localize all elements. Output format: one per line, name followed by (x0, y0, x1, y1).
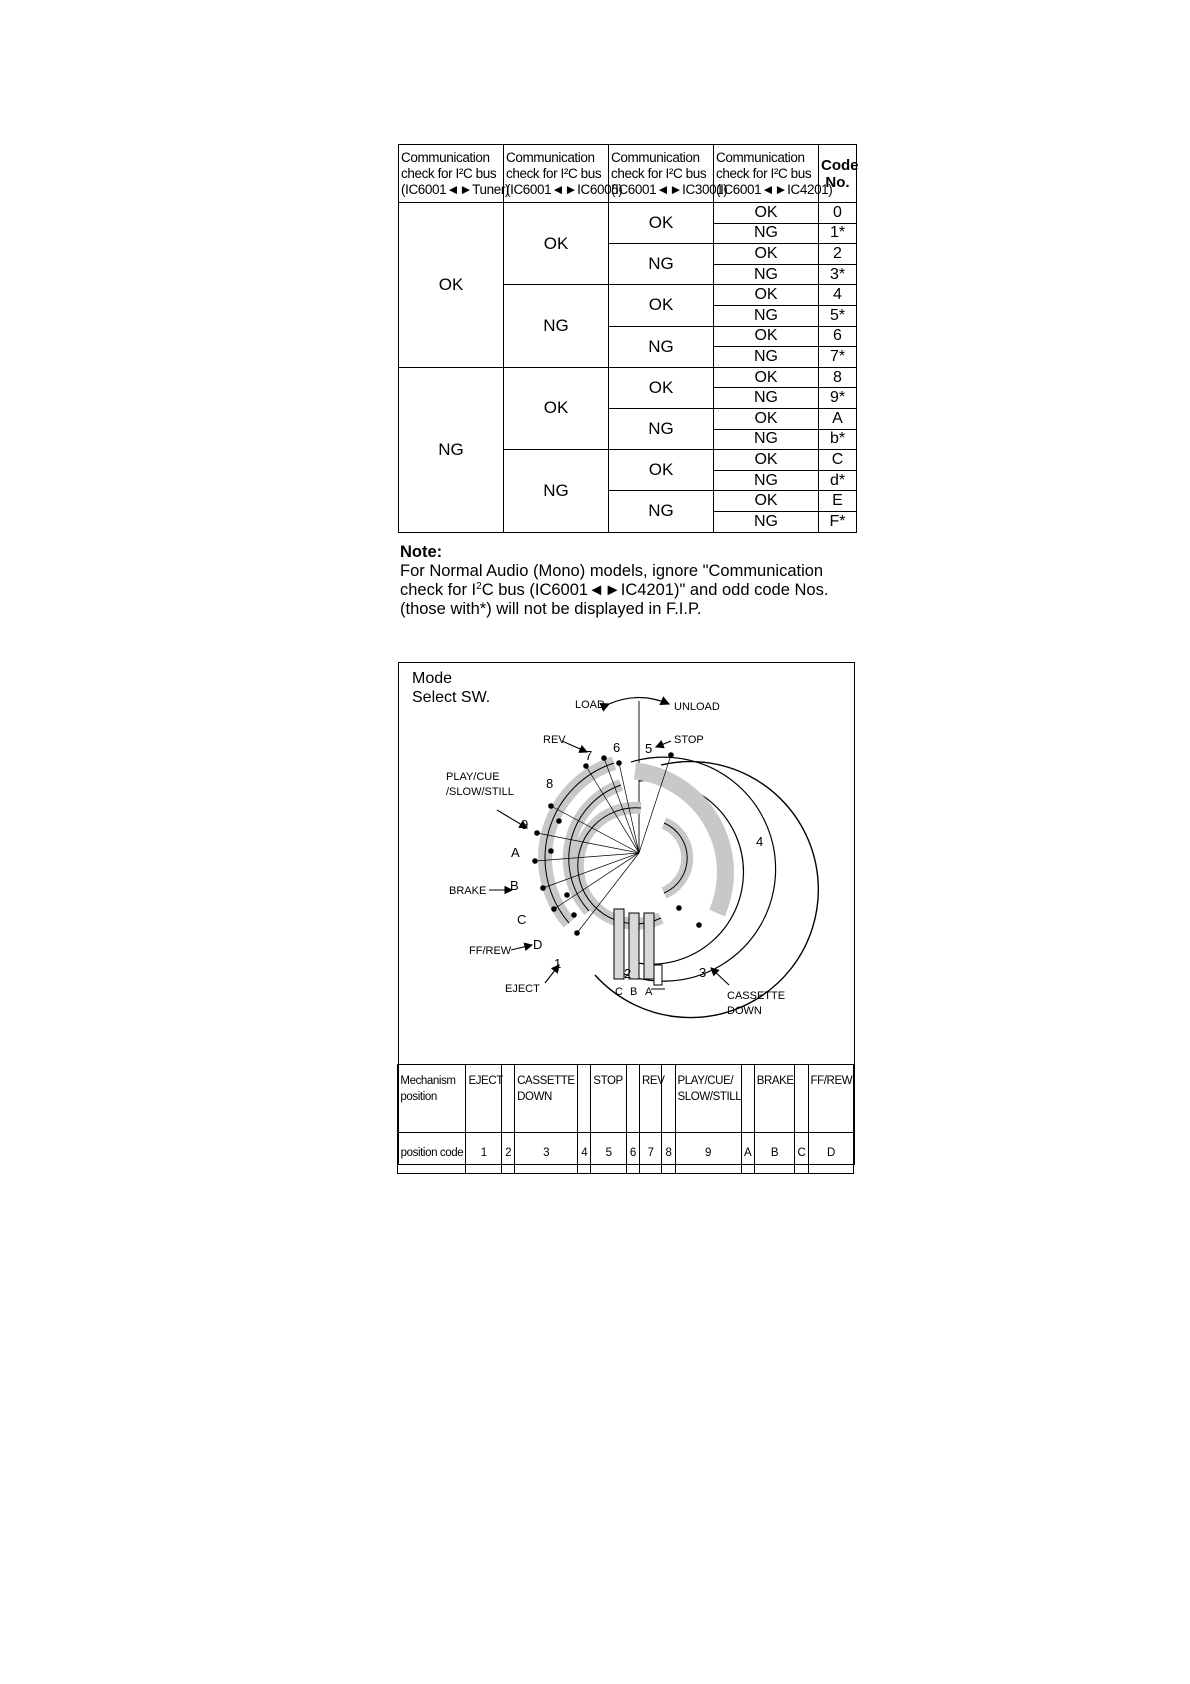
position-code-cell: 5 (591, 1133, 627, 1174)
ic4201-check-cell: NG (714, 511, 819, 532)
label-ffrew: FF/REW (469, 945, 512, 957)
ic3001-check-cell: OK (609, 285, 714, 326)
position-code-cell: 9 (675, 1133, 741, 1174)
mechanism-position-cell: REV (640, 1065, 662, 1133)
ic3001-check-cell: OK (609, 450, 714, 491)
code-number-cell: 0 (819, 203, 857, 224)
ic3001-check-cell: OK (609, 367, 714, 408)
code-number-cell: 4 (819, 285, 857, 306)
header-tuner: Communication check for I²C bus (IC6001◄►Tuner) (399, 145, 504, 203)
code-table-body (399, 203, 857, 533)
note-block (400, 543, 870, 619)
pos-a: A (511, 845, 520, 860)
ic3001-check-cell: OK (609, 203, 714, 244)
ground-pin (654, 965, 662, 985)
position-code-cell: 7 (640, 1133, 662, 1174)
mechanism-position-cell: FF/REW (808, 1065, 854, 1133)
mechanism-position-cell: PLAY/CUE/ SLOW/STILL (675, 1065, 741, 1133)
table-header-row (399, 145, 857, 203)
label-brake: BRAKE (449, 885, 487, 897)
position-code-cell: 3 (515, 1133, 578, 1174)
pos-9: 9 (521, 817, 529, 832)
label-stop: STOP (674, 734, 704, 746)
label-eject: EJECT (505, 983, 540, 995)
mechanism-position-cell (626, 1065, 639, 1133)
position-code-row (398, 1133, 854, 1174)
table-row (399, 367, 857, 388)
header-ic3001: Communication check for I²C bus (IC6001◄►IC3001) (609, 145, 714, 203)
ic3001-check-cell: NG (609, 244, 714, 285)
code-number-cell: 8 (819, 367, 857, 388)
terminal-c-strip (614, 909, 624, 979)
arrow-eject (545, 965, 559, 983)
header-ic6005: Communication check for I²C bus (IC6001◄►IC6005) (504, 145, 609, 203)
position-code-label: position code (398, 1133, 466, 1174)
tuner-check-cell: NG (399, 367, 504, 532)
mechanism-position-cell (578, 1065, 591, 1133)
ic4201-check-cell: NG (714, 264, 819, 285)
arrow-ffrew (511, 945, 532, 950)
pos-6: 6 (613, 740, 621, 755)
mechanism-position-cell: EJECT (466, 1065, 502, 1133)
ic4201-check-cell: OK (714, 408, 819, 429)
communication-code-table (398, 144, 857, 533)
mode-select-panel (398, 662, 855, 1165)
mechanism-position-cell: BRAKE (754, 1065, 795, 1133)
terminal-a-label: A (645, 986, 653, 998)
header-ic4201: Communication check for I²C bus (IC6001◄►IC4201) (714, 145, 819, 203)
ic6005-check-cell: NG (504, 450, 609, 532)
pos-7: 7 (585, 748, 593, 763)
code-number-cell: 3* (819, 264, 857, 285)
ic6005-check-cell: NG (504, 285, 609, 367)
code-number-cell: 7* (819, 347, 857, 368)
code-number-cell: A (819, 408, 857, 429)
ic3001-check-cell: NG (609, 491, 714, 532)
mechanism-position-cell (795, 1065, 808, 1133)
ic4201-check-cell: NG (714, 470, 819, 491)
ic4201-check-cell: NG (714, 388, 819, 409)
code-number-cell: b* (819, 429, 857, 450)
code-number-cell: 9* (819, 388, 857, 409)
pos-2: 2 (624, 966, 632, 981)
label-cassette-1: CASSETTE (727, 990, 786, 1002)
ic4201-check-cell: NG (714, 429, 819, 450)
label-rev: REV (543, 734, 566, 746)
mode-switch-diagram (399, 663, 854, 1063)
position-code-cell: 4 (578, 1133, 591, 1174)
mechanism-label: Mechanism position (398, 1065, 466, 1133)
label-cassette-2: DOWN (727, 1005, 762, 1017)
panel-title: Mode Select SW. (412, 670, 491, 706)
mechanism-position-cell (741, 1065, 754, 1133)
label-play-1: PLAY/CUE (446, 771, 500, 783)
ic6005-check-cell: OK (504, 367, 609, 449)
arrow-rev (562, 741, 587, 752)
ic3001-check-cell: NG (609, 326, 714, 367)
pos-d: D (533, 937, 543, 952)
position-code-cell: A (741, 1133, 754, 1174)
pos-8: 8 (546, 776, 554, 791)
code-number-cell: E (819, 491, 857, 512)
code-number-cell: d* (819, 470, 857, 491)
pos-1: 1 (554, 956, 562, 971)
ic4201-check-cell: OK (714, 491, 819, 512)
note-line-3: (those with*) will not be displayed in F.I.P. (400, 600, 702, 618)
position-code-cell: D (808, 1133, 854, 1174)
label-play-2: /SLOW/STILL (446, 786, 514, 798)
code-number-cell: F* (819, 511, 857, 532)
pos-3: 3 (699, 965, 707, 980)
ic4201-check-cell: OK (714, 203, 819, 224)
header-code-no: Code No. (819, 145, 857, 203)
arrow-cassette (711, 968, 729, 985)
ic4201-check-cell: OK (714, 244, 819, 265)
code-number-cell: 6 (819, 326, 857, 347)
terminal-a-strip (644, 913, 654, 979)
pos-c: C (517, 912, 527, 927)
code-number-cell: C (819, 450, 857, 471)
table-row (399, 203, 857, 224)
terminal-b-label: B (630, 986, 638, 998)
code-number-cell: 2 (819, 244, 857, 265)
position-code-cell: 6 (626, 1133, 639, 1174)
code-number-cell: 5* (819, 305, 857, 326)
position-code-cell: 8 (662, 1133, 675, 1174)
label-load: LOAD (575, 699, 605, 711)
ic4201-check-cell: OK (714, 367, 819, 388)
arrow-stop (656, 741, 671, 747)
note-title: Note: (400, 543, 443, 561)
ic3001-check-cell: NG (609, 408, 714, 449)
label-unload: UNLOAD (674, 701, 720, 713)
pos-4: 4 (756, 834, 764, 849)
ic6005-check-cell: OK (504, 203, 609, 285)
code-number-cell: 1* (819, 223, 857, 244)
position-code-cell: C (795, 1133, 808, 1174)
mechanism-row (398, 1065, 854, 1133)
ic4201-check-cell: NG (714, 305, 819, 326)
ic4201-check-cell: OK (714, 326, 819, 347)
position-code-cell: 1 (466, 1133, 502, 1174)
ic4201-check-cell: NG (714, 223, 819, 244)
note-line-1: For Normal Audio (Mono) models, ignore "Communication (400, 562, 824, 580)
ic4201-check-cell: OK (714, 450, 819, 471)
position-code-cell: 2 (501, 1133, 514, 1174)
note-line-2: check for $I^2C$ bus (IC6001◄►IC4201)" and odd code Nos. (400, 581, 829, 599)
ic4201-check-cell: OK (714, 285, 819, 306)
tuner-check-cell: OK (399, 203, 504, 368)
terminal-c-label: C (615, 986, 623, 998)
mechanism-position-cell: STOP (591, 1065, 627, 1133)
position-code-cell: B (754, 1133, 795, 1174)
pos-b: B (510, 878, 519, 893)
pos-5: 5 (645, 741, 653, 756)
mechanism-position-cell (501, 1065, 514, 1133)
ic4201-check-cell: NG (714, 347, 819, 368)
track-4 (664, 823, 687, 893)
mechanism-position-cell: CASSETTE DOWN (515, 1065, 578, 1133)
mechanism-position-table (397, 1064, 854, 1174)
